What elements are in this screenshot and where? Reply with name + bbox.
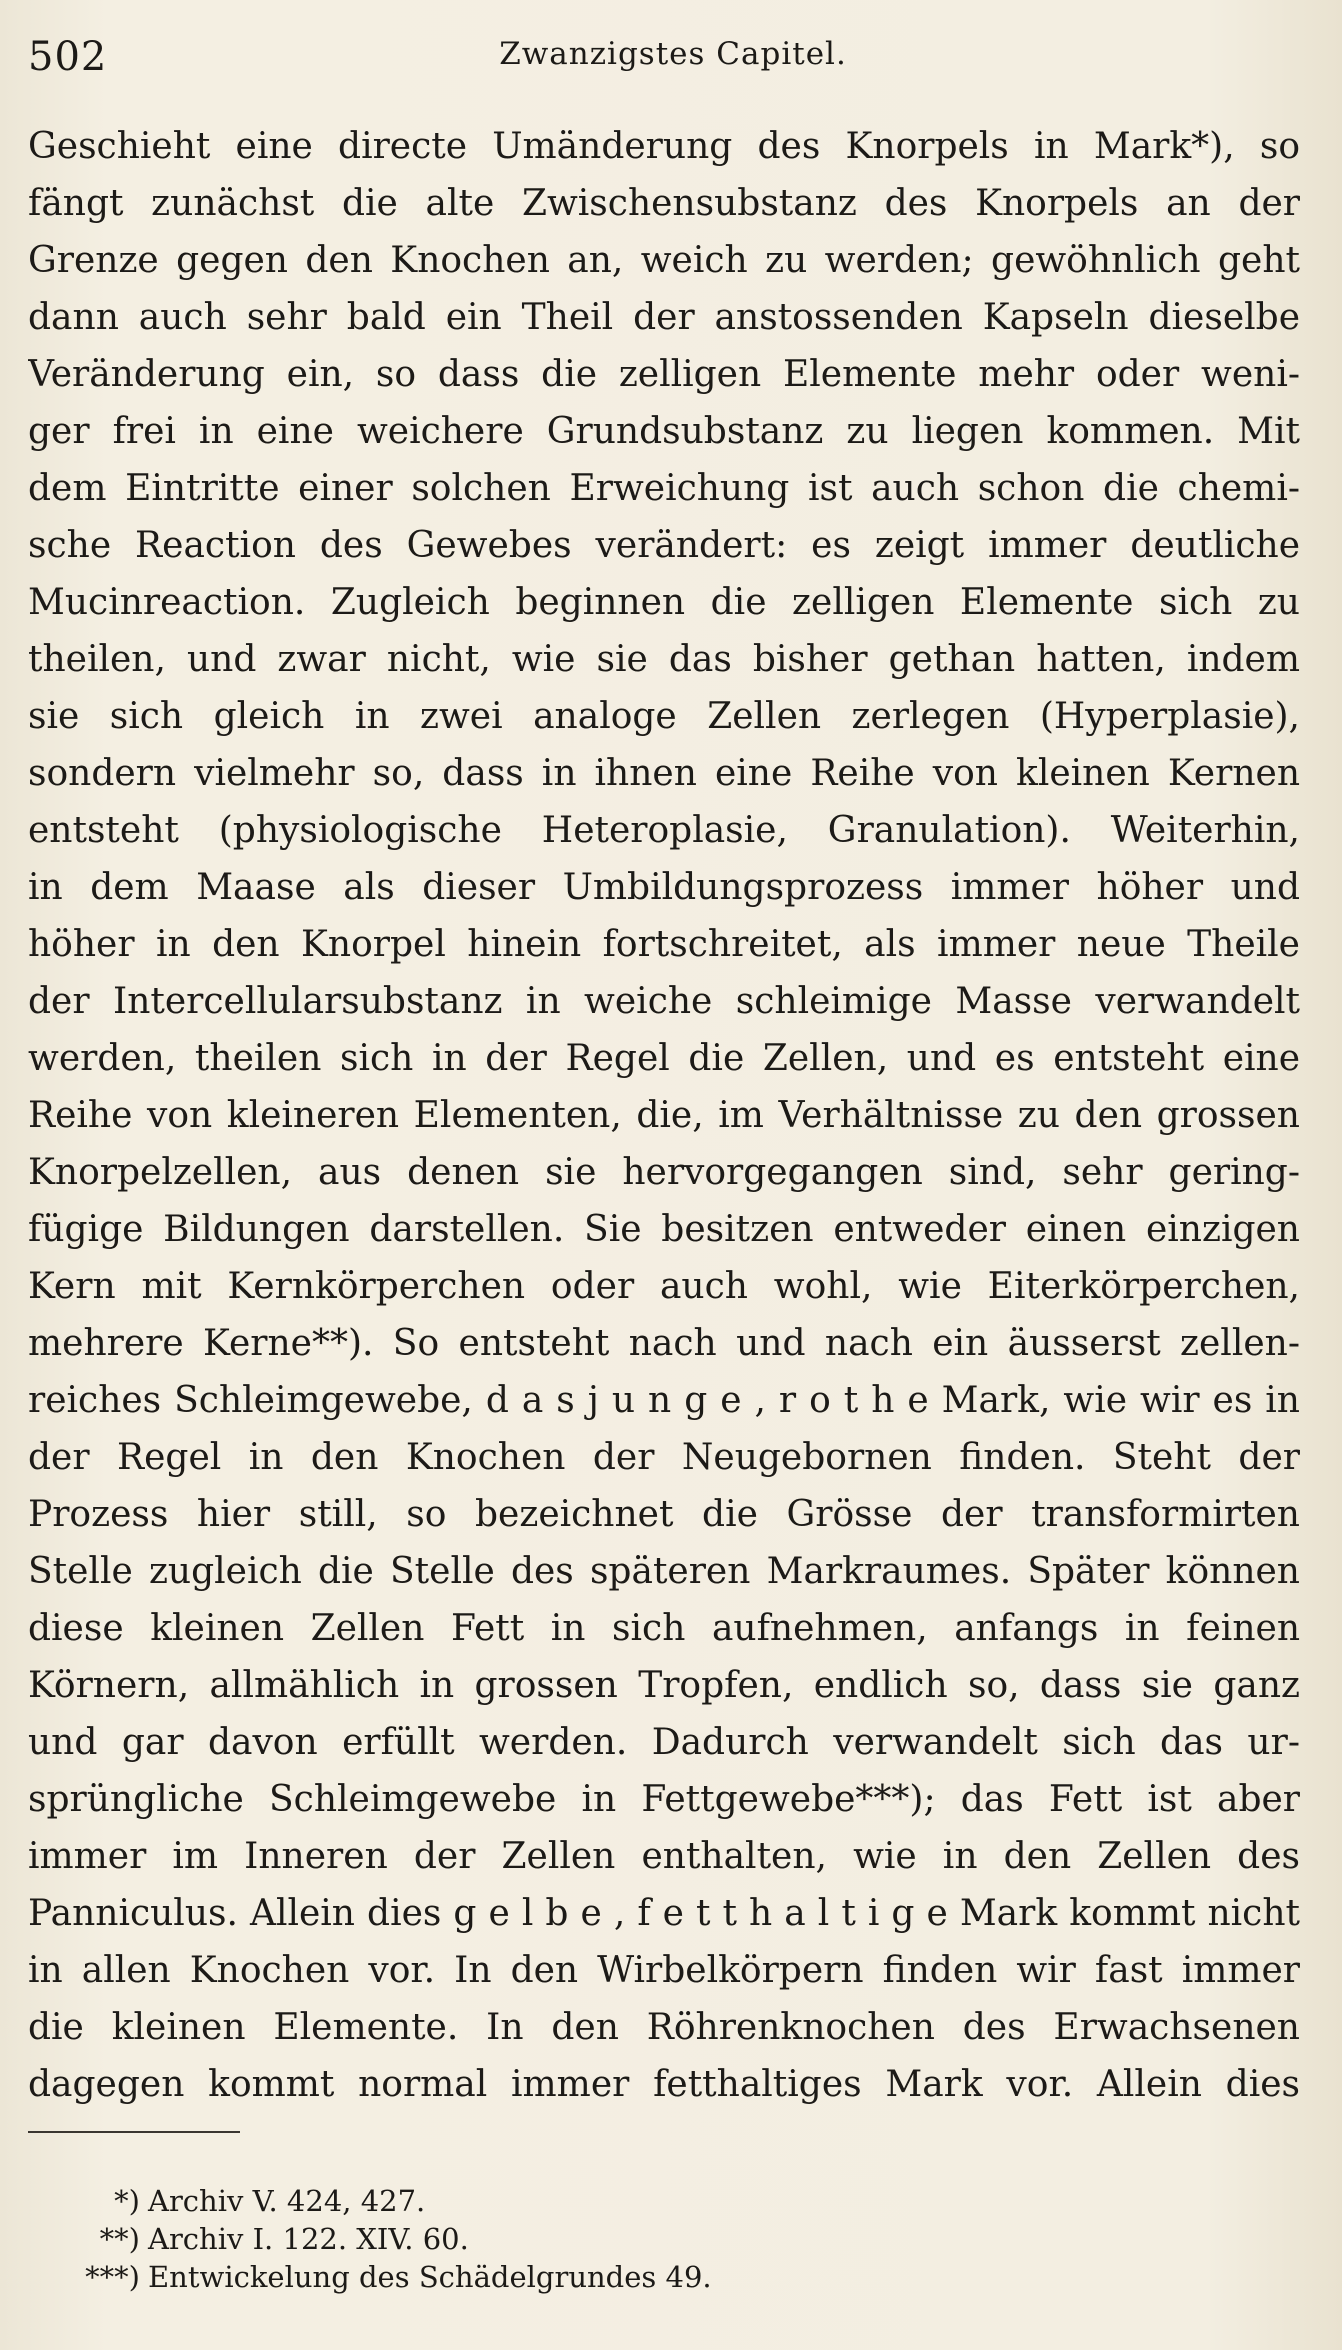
footnote — [60, 2258, 1260, 2296]
footnote-mark: ***) — [85, 2260, 140, 2294]
footnote-text: Archiv V. 424, 427. — [148, 2184, 426, 2218]
running-head: Zwanzigstes Capitel. — [499, 36, 847, 72]
text-line: reiches Schleimgewebe, d a s j u n g e , r o t h e Mark, wie wir es in — [28, 1380, 1300, 1421]
text-line: dem Eintritte einer solchen Erweichung ist auch schon die chemi- — [28, 468, 1300, 509]
text-line: ger frei in eine weichere Grundsubstanz zu liegen kommen. Mit — [28, 411, 1300, 452]
text-line: mehrere Kerne**). So entsteht nach und nach ein äusserst zellen- — [28, 1323, 1300, 1364]
text-line: der Intercellularsubstanz in weiche schleimige Masse verwandelt — [28, 981, 1300, 1022]
text-line: Geschieht eine directe Umänderung des Knorpels in Mark*), so — [28, 126, 1300, 167]
page-header — [28, 30, 1318, 90]
text-line: Prozess hier still, so bezeichnet die Grösse der transformirten — [28, 1494, 1300, 1535]
footnote-divider — [28, 2131, 240, 2133]
text-line: in allen Knochen vor. In den Wirbelkörpern finden wir fast immer — [28, 1950, 1300, 1991]
text-line: Stelle zugleich die Stelle des späteren Markraumes. Später können — [28, 1551, 1300, 1592]
footnote — [60, 2182, 1260, 2220]
footnote-text: Entwickelung des Schädelgrundes 49. — [148, 2260, 712, 2294]
text-line: sche Reaction des Gewebes verändert: es zeigt immer deutliche — [28, 525, 1300, 566]
text-line: Grenze gegen den Knochen an, weich zu werden; gewöhnlich geht — [28, 240, 1300, 281]
body-text — [28, 118, 1300, 2113]
text-line: sondern vielmehr so, dass in ihnen eine Reihe von kleinen Kernen — [28, 753, 1300, 794]
text-line: Mucinreaction. Zugleich beginnen die zelligen Elemente sich zu — [28, 582, 1300, 623]
text-line: Reihe von kleineren Elementen, die, im Verhältnisse zu den grossen — [28, 1095, 1300, 1136]
text-line: entsteht (physiologische Heteroplasie, Granulation). Weiterhin, — [28, 810, 1300, 851]
text-line: Panniculus. Allein dies g e l b e , f e t t h a l t i g e Mark kommt nicht — [28, 1893, 1300, 1934]
footnote — [60, 2220, 1260, 2258]
footnote-mark: *) — [114, 2184, 140, 2218]
text-line: Knorpelzellen, aus denen sie hervorgegangen sind, sehr gering- — [28, 1152, 1300, 1193]
text-line: der Regel in den Knochen der Neugebornen finden. Steht der — [28, 1437, 1300, 1478]
text-line: und gar davon erfüllt werden. Dadurch verwandelt sich das ur- — [28, 1722, 1300, 1763]
text-line: Kern mit Kernkörperchen oder auch wohl, wie Eiterkörperchen, — [28, 1266, 1300, 1307]
footnote-text: Archiv I. 122. XIV. 60. — [148, 2222, 469, 2256]
text-line: immer im Inneren der Zellen enthalten, wie in den Zellen des — [28, 1836, 1300, 1877]
text-line: höher in den Knorpel hinein fortschreitet, als immer neue Theile — [28, 924, 1300, 965]
text-line: dann auch sehr bald ein Theil der anstossenden Kapseln dieselbe — [28, 297, 1300, 338]
page-number: 502 — [28, 34, 108, 80]
text-line: dagegen kommt normal immer fetthaltiges Mark vor. Allein dies — [28, 2064, 1300, 2105]
text-line: theilen, und zwar nicht, wie sie das bisher gethan hatten, indem — [28, 639, 1300, 680]
text-line: die kleinen Elemente. In den Röhrenknochen des Erwachsenen — [28, 2007, 1300, 2048]
text-line: fügige Bildungen darstellen. Sie besitzen entweder einen einzigen — [28, 1209, 1300, 1250]
text-line: in dem Maase als dieser Umbildungsprozess immer höher und — [28, 867, 1300, 908]
footnotes — [60, 2182, 1260, 2296]
text-line: diese kleinen Zellen Fett in sich aufnehmen, anfangs in feinen — [28, 1608, 1300, 1649]
text-line: sie sich gleich in zwei analoge Zellen zerlegen (Hyperplasie), — [28, 696, 1300, 737]
text-line: Körnern, allmählich in grossen Tropfen, endlich so, dass sie ganz — [28, 1665, 1300, 1706]
text-line: sprüngliche Schleimgewebe in Fettgewebe***); das Fett ist aber — [28, 1779, 1300, 1820]
text-line: werden, theilen sich in der Regel die Zellen, und es entsteht eine — [28, 1038, 1300, 1079]
footnote-mark: **) — [99, 2222, 140, 2256]
text-line: fängt zunächst die alte Zwischensubstanz des Knorpels an der — [28, 183, 1300, 224]
text-line: Veränderung ein, so dass die zelligen Elemente mehr oder weni- — [28, 354, 1300, 395]
